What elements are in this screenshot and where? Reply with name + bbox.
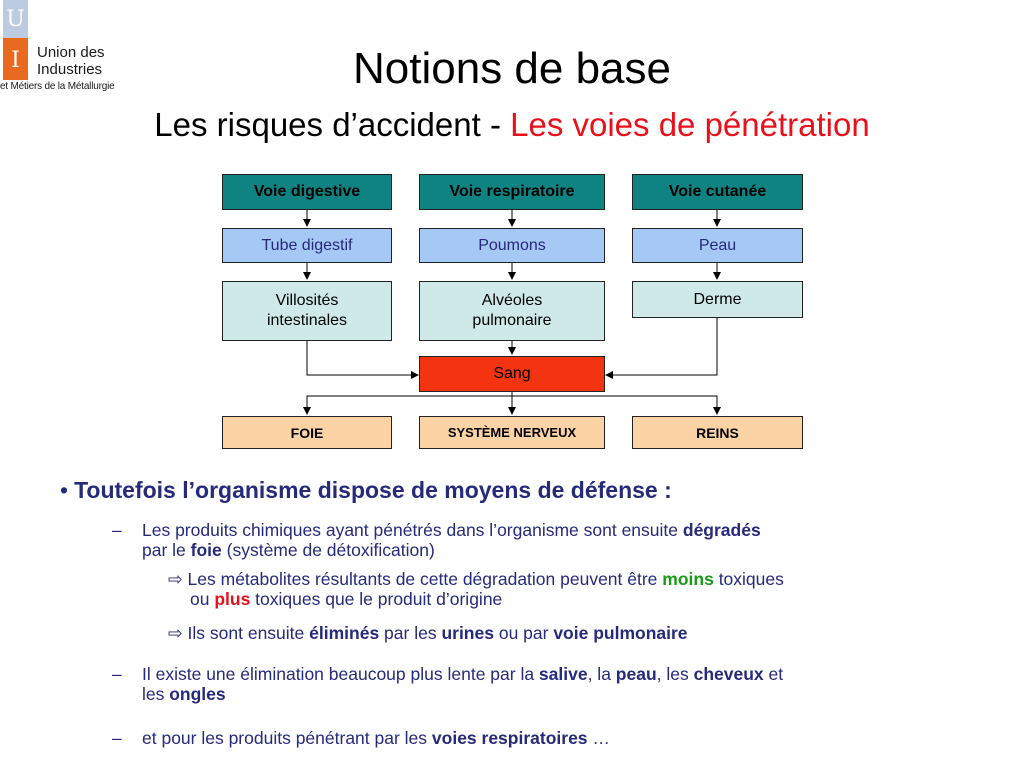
bullet-dot: •	[60, 477, 69, 503]
item1-text1: Les produits chimiques ayant pénétrés dans l’organisme sont ensuite	[142, 520, 683, 540]
item2-bold2: peau	[615, 664, 657, 684]
item2-text3: , les	[656, 664, 694, 684]
target-nervous-system: SYSTÈME NERVEUX	[419, 416, 605, 449]
route-cutaneous: Voie cutanée	[632, 174, 803, 210]
logo-letter-i: I	[11, 48, 20, 73]
sub1-text2: toxiques	[713, 569, 784, 589]
sub1-bold-moins: moins	[662, 569, 714, 589]
subtitle-part1: Les risques d’accident -	[154, 106, 511, 143]
item2-bold3: cheveux	[693, 664, 764, 684]
item1-bold1: dégradés	[682, 520, 761, 540]
dash-marker: –	[112, 728, 122, 748]
sub-item-metabolites	[168, 569, 988, 609]
sub1-bold-plus: plus	[214, 589, 251, 609]
tissue-pulmonary-alveoli: Alvéoles pulmonaire	[419, 281, 605, 341]
organ-digestive-tract: Tube digestif	[222, 228, 392, 263]
logo-text-line3: et Métiers de la Métallurgie	[0, 81, 115, 92]
sub1-text1: Les métabolites résultants de cette dégradation peuvent être	[182, 569, 663, 589]
dash-marker: –	[112, 520, 122, 540]
main-bullet-text: Toutefois l’organisme dispose de moyens de défense :	[74, 477, 672, 503]
item3-text1: et pour les produits pénétrant par les	[142, 728, 432, 748]
main-bullet	[60, 476, 672, 504]
item2-text4: et	[763, 664, 784, 684]
item2-text5: les	[142, 684, 170, 704]
sub2-bold1: éliminés	[309, 623, 380, 643]
item1-bold2: foie	[190, 540, 222, 560]
target-liver: FOIE	[222, 416, 392, 449]
route-digestive: Voie digestive	[222, 174, 392, 210]
tissue-dermis: Derme	[632, 281, 803, 318]
logo-text-line1: Union des	[37, 44, 105, 61]
item1-text3: (système de détoxification)	[221, 540, 435, 560]
logo-letter-u: U	[6, 7, 25, 32]
sub2-bold2: urines	[441, 623, 494, 643]
blood-node: Sang	[419, 356, 605, 392]
slide-title: Notions de base	[353, 44, 671, 93]
target-kidneys: REINS	[632, 416, 803, 449]
item2-text1: Il existe une élimination beaucoup plus lente par la	[142, 664, 539, 684]
sub1-text3: ou	[190, 589, 215, 609]
logo-text-line2: Industries	[37, 61, 103, 78]
sub2-bold3: voie pulmonaire	[553, 623, 688, 643]
item3-text2: …	[587, 728, 610, 748]
arrow-right-icon: ⇨	[168, 569, 183, 589]
item3-bold1: voies respiratoires	[431, 728, 588, 748]
sub2-text2: par les	[379, 623, 442, 643]
dash-marker: –	[112, 664, 122, 684]
item1-text2: par le	[142, 540, 191, 560]
sub-item-elimination	[168, 623, 988, 643]
tissue-intestinal-villi: Villosités intestinales	[222, 281, 392, 341]
arrow-right-icon: ⇨	[168, 623, 183, 643]
sub2-text3: ou par	[493, 623, 554, 643]
subtitle-part2: Les voies de pénétration	[510, 106, 870, 143]
organ-lungs: Poumons	[419, 228, 605, 263]
item2-bold1: salive	[538, 664, 588, 684]
item2-bold4: ongles	[169, 684, 226, 704]
route-respiratory: Voie respiratoire	[419, 174, 605, 210]
item2-text2: , la	[587, 664, 616, 684]
sub2-text1: Ils sont ensuite	[182, 623, 310, 643]
organ-skin: Peau	[632, 228, 803, 263]
sub1-text4: toxiques que le produit d’origine	[250, 589, 503, 609]
